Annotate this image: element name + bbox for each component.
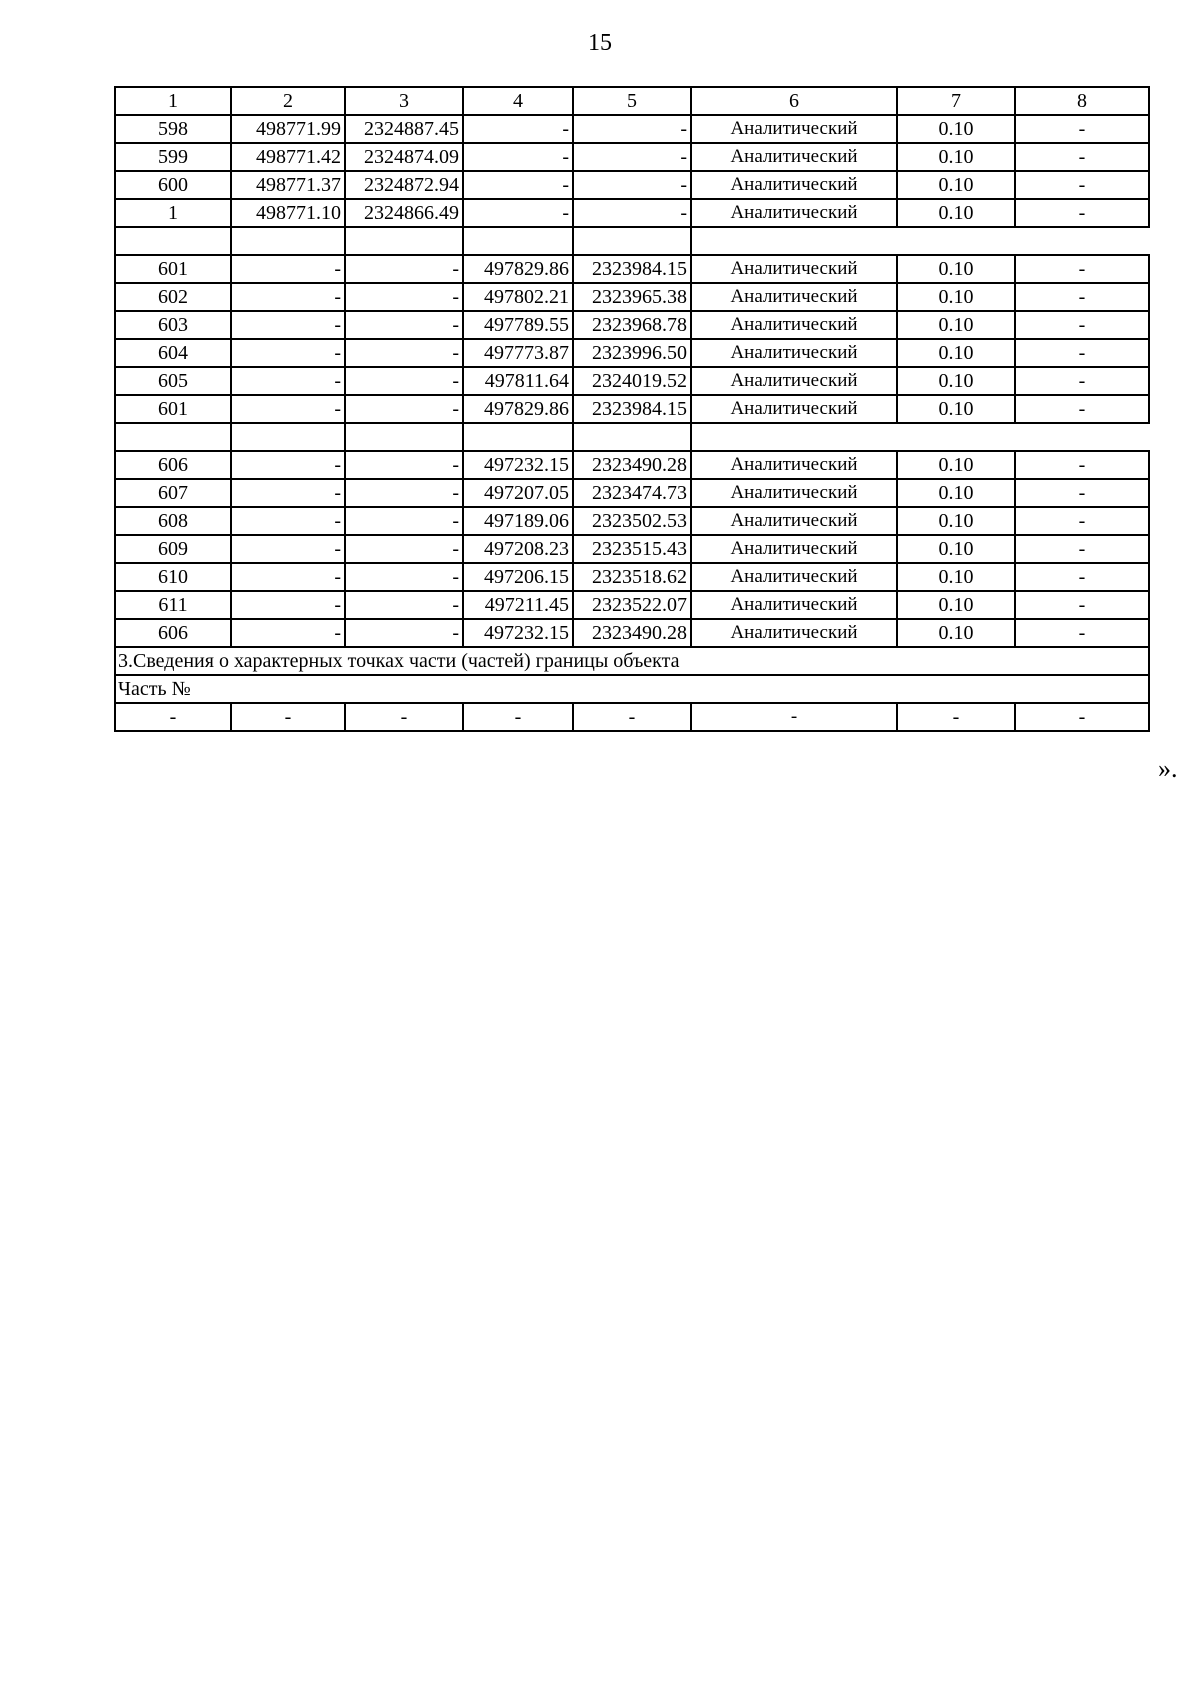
table-cell: 497829.86: [463, 255, 573, 283]
empty-cell: [463, 227, 573, 255]
table-row: [115, 199, 1149, 227]
table-cell: 0.10: [897, 311, 1015, 339]
table-cell: -: [231, 451, 345, 479]
table-cell: Аналитический: [691, 339, 897, 367]
table-cell: -: [573, 703, 691, 731]
table-row: [115, 535, 1149, 563]
table-cell: -: [573, 199, 691, 227]
table-cell: 497232.15: [463, 619, 573, 647]
table-cell: Аналитический: [691, 311, 897, 339]
table-cell: Аналитический: [691, 283, 897, 311]
table-cell: 601: [115, 255, 231, 283]
table-row: [115, 451, 1149, 479]
table-cell: -: [463, 171, 573, 199]
table-cell: Аналитический: [691, 255, 897, 283]
header-cell: 2: [231, 87, 345, 115]
table-cell: 2323518.62: [573, 563, 691, 591]
group-separator-row: [115, 227, 1149, 255]
header-cell: 1: [115, 87, 231, 115]
table-cell: -: [345, 255, 463, 283]
table-cell: 611: [115, 591, 231, 619]
table-cell: -: [1015, 619, 1149, 647]
table-cell: -: [115, 703, 231, 731]
table-cell: Аналитический: [691, 563, 897, 591]
table-cell: -: [345, 479, 463, 507]
table-row: [115, 563, 1149, 591]
table-cell: 609: [115, 535, 231, 563]
table-cell: -: [345, 619, 463, 647]
table-cell: 497773.87: [463, 339, 573, 367]
header-cell: 7: [897, 87, 1015, 115]
table-cell: 497802.21: [463, 283, 573, 311]
table-cell: 2323502.53: [573, 507, 691, 535]
table-cell: 0.10: [897, 283, 1015, 311]
table-row: [115, 115, 1149, 143]
section-title: 3.Сведения о характерных точках части (частей) границы объекта: [115, 647, 1149, 675]
table-cell: 0.10: [897, 479, 1015, 507]
table-cell: -: [1015, 563, 1149, 591]
header-cell: 4: [463, 87, 573, 115]
table-cell: -: [345, 395, 463, 423]
table-cell: 0.10: [897, 143, 1015, 171]
table-cell: -: [463, 703, 573, 731]
table-cell: -: [1015, 535, 1149, 563]
table-cell: -: [1015, 115, 1149, 143]
empty-cell: [115, 227, 231, 255]
header-cell: 6: [691, 87, 897, 115]
table-cell: -: [345, 311, 463, 339]
table-cell: -: [1015, 367, 1149, 395]
part-label-row: [115, 675, 1149, 703]
table-cell: Аналитический: [691, 591, 897, 619]
table-cell: 0.10: [897, 535, 1015, 563]
empty-cell: [345, 227, 463, 255]
table-cell: 603: [115, 311, 231, 339]
table-cell: 1: [115, 199, 231, 227]
table-cell: -: [345, 703, 463, 731]
table-cell: -: [345, 591, 463, 619]
table-cell: 0.10: [897, 171, 1015, 199]
table-cell: 0.10: [897, 619, 1015, 647]
table-cell: 497206.15: [463, 563, 573, 591]
table-cell: -: [1015, 311, 1149, 339]
table-cell: 2323474.73: [573, 479, 691, 507]
table-cell: -: [231, 367, 345, 395]
part-label: Часть №: [115, 675, 1149, 703]
table-cell: 0.10: [897, 451, 1015, 479]
empty-cell: [691, 227, 1149, 255]
table-cell: -: [691, 703, 897, 731]
coordinates-table: [114, 86, 1150, 732]
table-cell: Аналитический: [691, 199, 897, 227]
table-cell: -: [231, 591, 345, 619]
table-cell: -: [231, 703, 345, 731]
table-cell: 598: [115, 115, 231, 143]
empty-cell: [231, 423, 345, 451]
table-cell: -: [463, 199, 573, 227]
table-cell: -: [345, 507, 463, 535]
table-cell: -: [573, 143, 691, 171]
table-cell: Аналитический: [691, 367, 897, 395]
table-row: [115, 143, 1149, 171]
table-cell: 498771.42: [231, 143, 345, 171]
header-cell: 5: [573, 87, 691, 115]
table-cell: 0.10: [897, 115, 1015, 143]
table-row: [115, 339, 1149, 367]
table-cell: 2324866.49: [345, 199, 463, 227]
table-cell: 2323522.07: [573, 591, 691, 619]
empty-cell: [691, 423, 1149, 451]
table-cell: -: [231, 507, 345, 535]
table-cell: 498771.37: [231, 171, 345, 199]
empty-cell: [231, 227, 345, 255]
table-row: [115, 395, 1149, 423]
table-cell: -: [231, 479, 345, 507]
table-cell: 2323968.78: [573, 311, 691, 339]
table-row: [115, 283, 1149, 311]
table-cell: -: [1015, 395, 1149, 423]
empty-cell: [463, 423, 573, 451]
table-cell: -: [1015, 199, 1149, 227]
header-cell: 8: [1015, 87, 1149, 115]
table-cell: -: [345, 367, 463, 395]
table-cell: Аналитический: [691, 395, 897, 423]
table-row: [115, 619, 1149, 647]
table-cell: -: [1015, 339, 1149, 367]
table-cell: 497829.86: [463, 395, 573, 423]
table-cell: 497207.05: [463, 479, 573, 507]
table-cell: 0.10: [897, 507, 1015, 535]
table-cell: 0.10: [897, 339, 1015, 367]
table-row: [115, 311, 1149, 339]
table-cell: 497789.55: [463, 311, 573, 339]
table-cell: 601: [115, 395, 231, 423]
table-cell: -: [345, 451, 463, 479]
table-cell: 606: [115, 451, 231, 479]
table-cell: 498771.99: [231, 115, 345, 143]
table-cell: 599: [115, 143, 231, 171]
table-cell: 2324874.09: [345, 143, 463, 171]
table-row: [115, 255, 1149, 283]
table-cell: 608: [115, 507, 231, 535]
table-cell: 2323996.50: [573, 339, 691, 367]
table-cell: 610: [115, 563, 231, 591]
table-cell: 0.10: [897, 591, 1015, 619]
table-cell: -: [345, 563, 463, 591]
table-cell: Аналитический: [691, 535, 897, 563]
table-cell: -: [231, 395, 345, 423]
table-cell: -: [1015, 507, 1149, 535]
table-cell: -: [231, 311, 345, 339]
table-row: [115, 367, 1149, 395]
table-cell: -: [231, 619, 345, 647]
table-cell: 0.10: [897, 199, 1015, 227]
table-cell: 2323965.38: [573, 283, 691, 311]
page-number: 15: [588, 30, 612, 56]
table-cell: Аналитический: [691, 451, 897, 479]
table-cell: Аналитический: [691, 507, 897, 535]
table-cell: Аналитический: [691, 171, 897, 199]
table-cell: Аналитический: [691, 143, 897, 171]
table-cell: -: [1015, 143, 1149, 171]
table-cell: -: [1015, 591, 1149, 619]
table-cell: -: [463, 115, 573, 143]
table-cell: -: [573, 115, 691, 143]
table-row: [115, 591, 1149, 619]
table-cell: -: [231, 339, 345, 367]
table-row: [115, 507, 1149, 535]
table-row: [115, 171, 1149, 199]
table-cell: -: [463, 143, 573, 171]
table-row: [115, 479, 1149, 507]
table-cell: 602: [115, 283, 231, 311]
table-cell: -: [231, 563, 345, 591]
table-cell: -: [1015, 703, 1149, 731]
table-cell: -: [345, 283, 463, 311]
table-cell: 2324019.52: [573, 367, 691, 395]
table-cell: 497208.23: [463, 535, 573, 563]
table-cell: 600: [115, 171, 231, 199]
closing-quote-mark: ».: [1158, 754, 1178, 783]
table-cell: 607: [115, 479, 231, 507]
table-cell: 497232.15: [463, 451, 573, 479]
table-cell: 606: [115, 619, 231, 647]
table-cell: -: [345, 535, 463, 563]
table-cell: 0.10: [897, 395, 1015, 423]
table-cell: 2324887.45: [345, 115, 463, 143]
table-cell: -: [573, 171, 691, 199]
table-cell: 498771.10: [231, 199, 345, 227]
table-cell: 497211.45: [463, 591, 573, 619]
section-title-row: [115, 647, 1149, 675]
table-cell: 0.10: [897, 255, 1015, 283]
table-cell: 0.10: [897, 367, 1015, 395]
table-cell: -: [1015, 451, 1149, 479]
table-cell: -: [897, 703, 1015, 731]
table-cell: 2323984.15: [573, 395, 691, 423]
table-cell: -: [345, 339, 463, 367]
table-cell: -: [231, 283, 345, 311]
table-cell: 2323490.28: [573, 451, 691, 479]
empty-cell: [115, 423, 231, 451]
table-cell: -: [1015, 171, 1149, 199]
empty-cell: [573, 423, 691, 451]
header-cell: 3: [345, 87, 463, 115]
empty-cell: [345, 423, 463, 451]
empty-cell: [573, 227, 691, 255]
table-cell: 2323984.15: [573, 255, 691, 283]
table-cell: 497811.64: [463, 367, 573, 395]
table-cell: 2323490.28: [573, 619, 691, 647]
table-cell: 2323515.43: [573, 535, 691, 563]
table-cell: 605: [115, 367, 231, 395]
table-cell: 2324872.94: [345, 171, 463, 199]
table-cell: -: [231, 255, 345, 283]
table-cell: Аналитический: [691, 479, 897, 507]
table-cell: -: [1015, 479, 1149, 507]
table-cell: -: [1015, 283, 1149, 311]
table-body: [115, 87, 1149, 731]
table-cell: 0.10: [897, 563, 1015, 591]
group-separator-row: [115, 423, 1149, 451]
table-cell: 497189.06: [463, 507, 573, 535]
table-cell: -: [1015, 255, 1149, 283]
table-cell: 604: [115, 339, 231, 367]
table-row: [115, 703, 1149, 731]
header-row: [115, 87, 1149, 115]
table-cell: Аналитический: [691, 115, 897, 143]
table-cell: -: [231, 535, 345, 563]
table-cell: Аналитический: [691, 619, 897, 647]
